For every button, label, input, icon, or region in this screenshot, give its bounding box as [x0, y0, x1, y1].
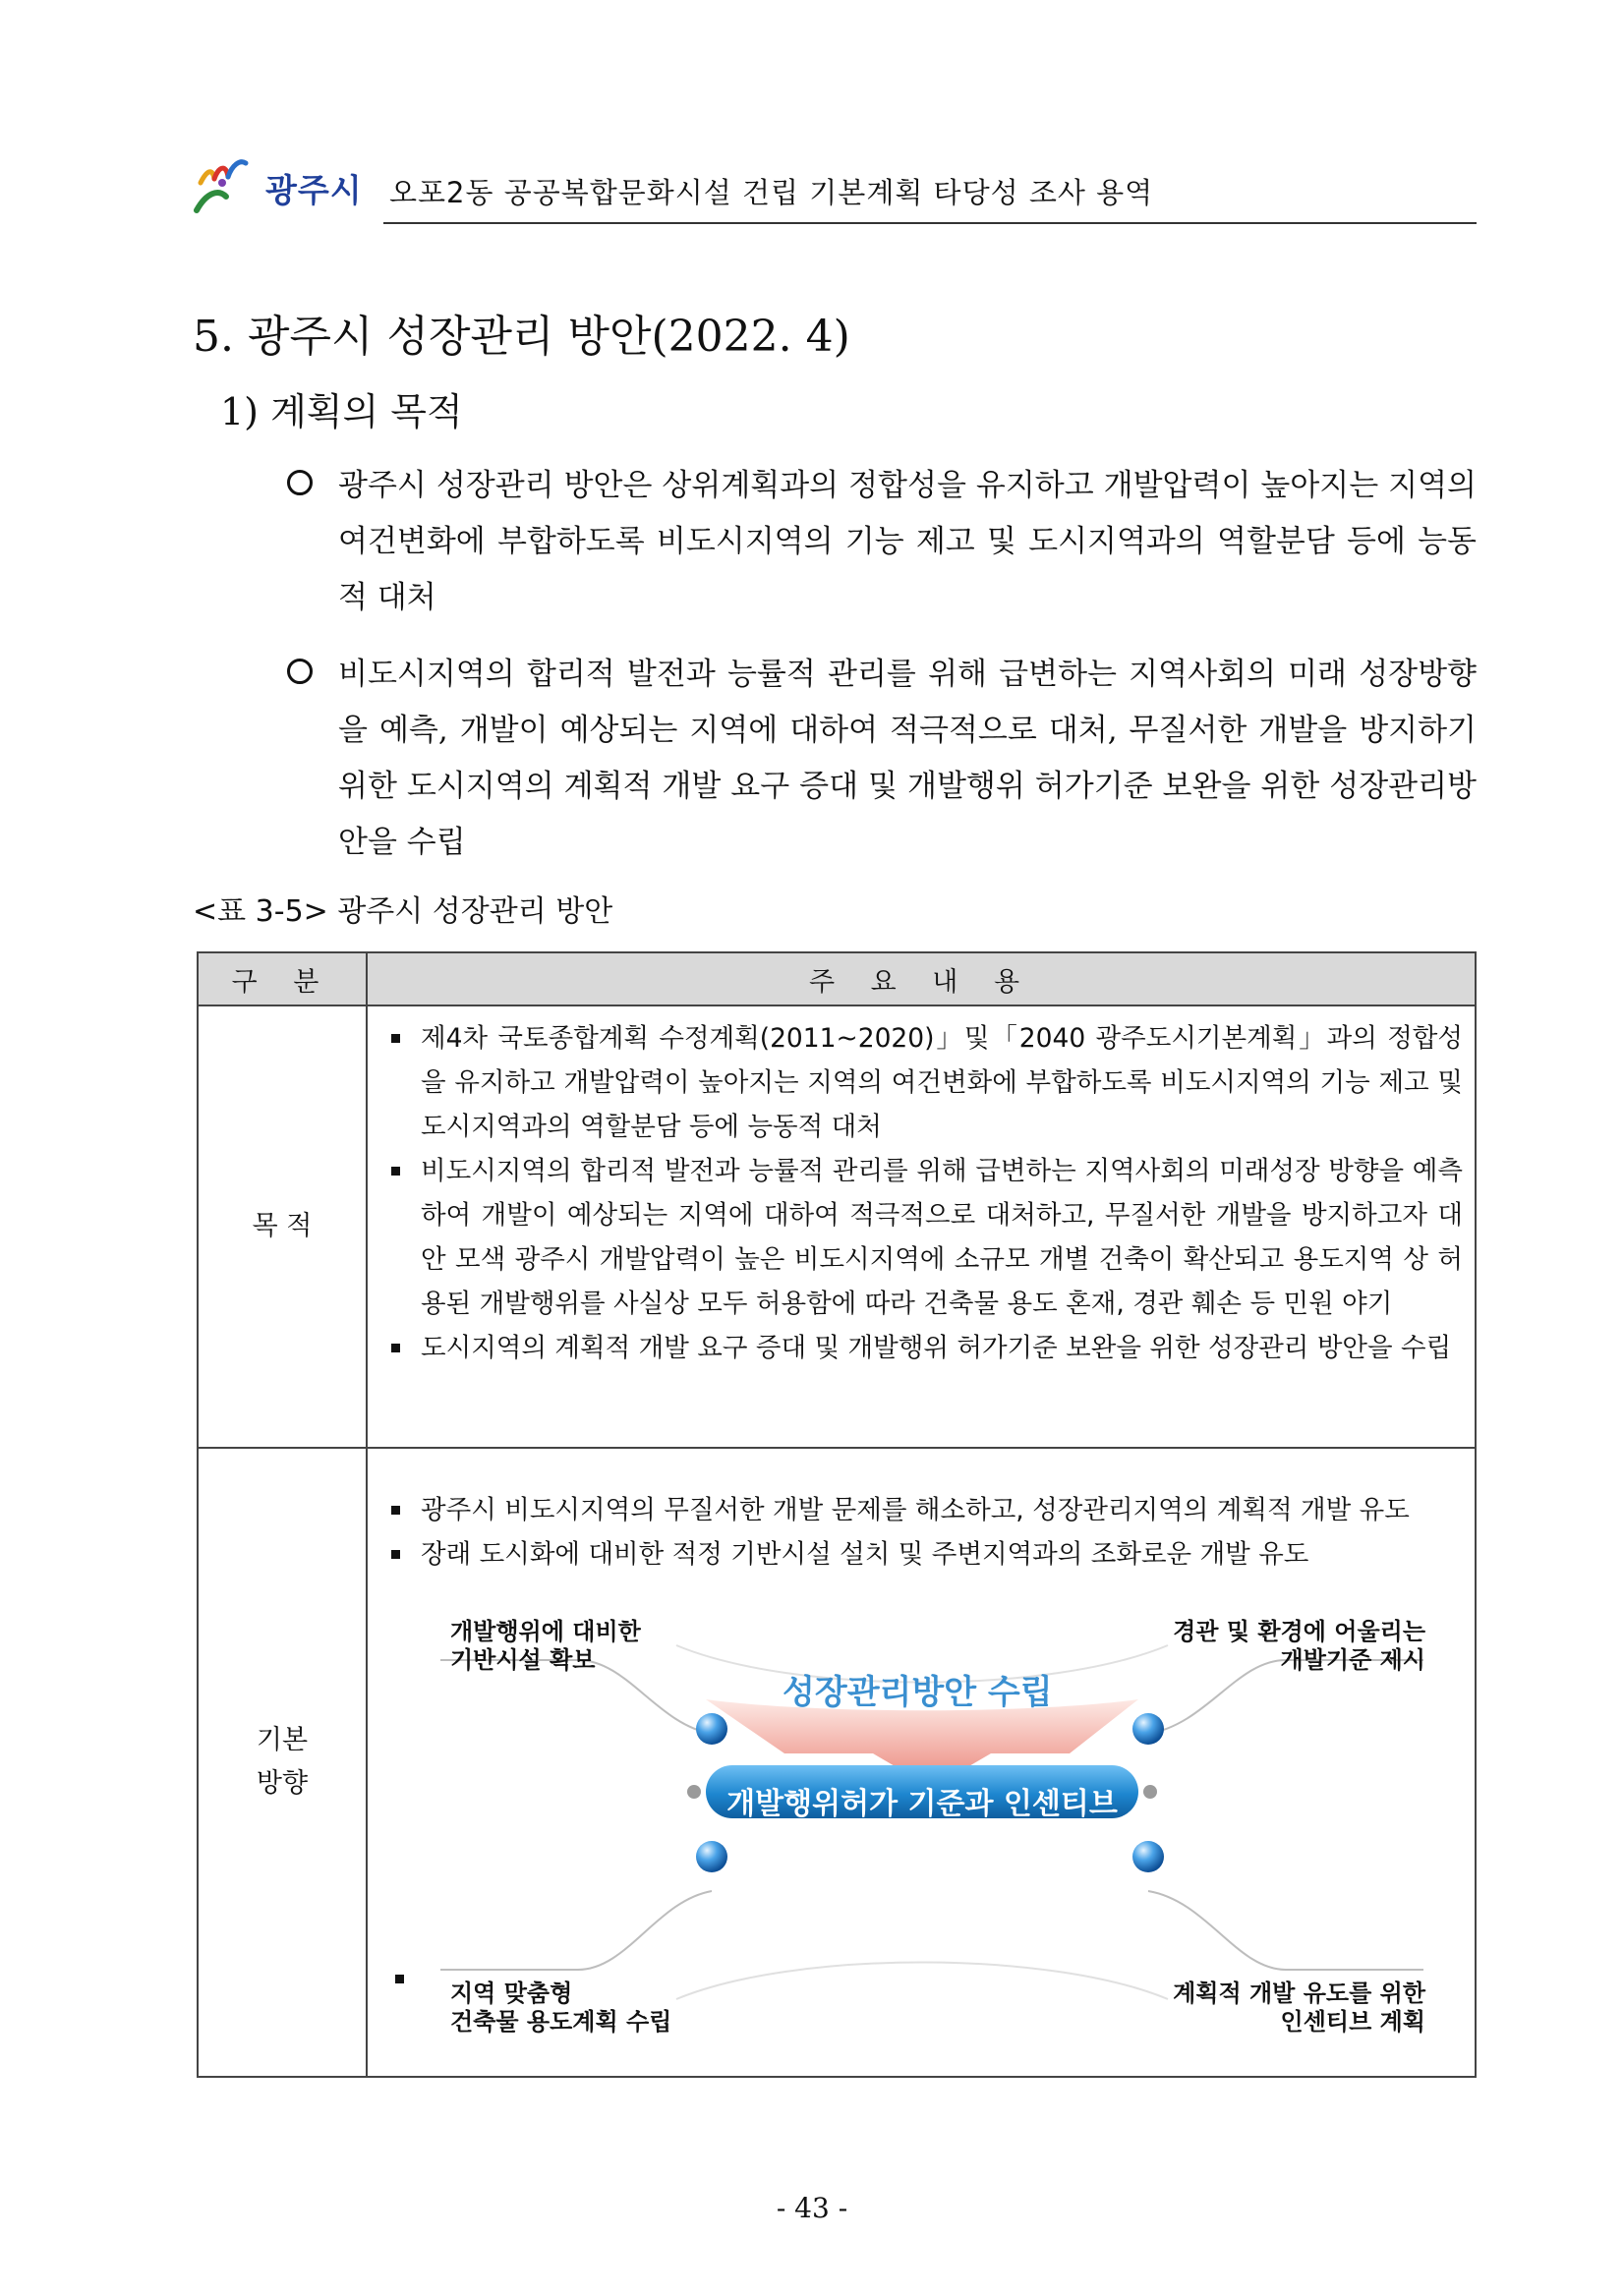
orb-icon	[696, 1713, 727, 1745]
header-category: 구 분	[198, 952, 367, 1005]
section-heading: 5. 광주시 성장관리 방안(2022. 4)	[193, 312, 850, 362]
paragraph-bullet	[287, 647, 1477, 871]
list-item: 제4차 국토종합계획 수정계획(2011~2020)」및「2040 광주도시기본계획」과의 정합성을 유지하고 개발압력이 높아지는 지역의 여건변화에 부합하도록 비도시지역의 기능 제고 및 도시지역과의 역할분담 등에 능동적 대처	[381, 1016, 1463, 1149]
table-row	[198, 1448, 1476, 2077]
growth-management-table	[197, 951, 1477, 2078]
diagram-label-bottom-left: 지역 맞춤형 건축물 용도계획 수립	[450, 1980, 672, 2036]
page-number: - 43 -	[776, 2192, 848, 2224]
row-category-line: 방향	[256, 1768, 309, 1799]
square-bullet-icon	[395, 1975, 404, 1983]
circle-bullet-icon	[287, 659, 313, 684]
diagram-center-label: 개발행위허가 기준과 인센티브 조화	[726, 1787, 1118, 1865]
paragraph-text: 광주시 성장관리 방안은 상위계획과의 정합성을 유지하고 개발압력이 높아지는 지역의 여건변화에 부합하도록 비도시지역의 기능 제고 및 도시지역과의 역할분담 등에 능동적 대처	[338, 468, 1477, 615]
table-caption: <표 3-5> 광주시 성장관리 방안	[193, 894, 613, 929]
diagram-label-bottom-right: 계획적 개발 유도를 위한 인센티브 계획	[1173, 1980, 1425, 2036]
logo-text: 광주시	[265, 171, 363, 209]
orb-icon	[1132, 1713, 1164, 1745]
table-row	[198, 1005, 1476, 1448]
table-header-row	[198, 952, 1476, 1005]
diagram-label-top-right: 경관 및 환경에 어울리는 개발기준 제시	[1173, 1618, 1425, 1674]
list-item: 도시지역의 계획적 개발 요구 증대 및 개발행위 허가기준 보완을 위한 성장관리 방안을 수립	[381, 1326, 1463, 1370]
document-title: 오포2동 공공복합문화시설 건립 기본계획 타당성 조사 용역	[389, 176, 1154, 209]
list-item: 광주시 비도시지역의 무질서한 개발 문제를 해소하고, 성장관리지역의 계획적 개발 유도	[381, 1488, 1463, 1532]
row-category-line: 기본	[256, 1725, 309, 1755]
row-category: 목 적	[198, 1005, 367, 1448]
list-item: 장래 도시화에 대비한 적정 기반시설 설치 및 주변지역과의 조화로운 개발 유도	[381, 1532, 1463, 1577]
diagram-label-top-left: 개발행위에 대비한 기반시설 확보	[450, 1618, 641, 1674]
page-header	[193, 147, 1477, 226]
paragraph-text: 비도시지역의 합리적 발전과 능률적 관리를 위해 급변하는 지역사회의 미래 성장방향을 예측, 개발이 예상되는 지역에 대하여 적극적으로 대처, 무질서한 개발을 방지하기 위한 도시지역의 계획적 개발 요구 증대 및 개발행위 허가기준 보완을 위한 성장관리방안을 수립	[338, 657, 1477, 860]
subsection-heading: 1) 계획의 목적	[220, 390, 463, 433]
diagram-title: 성장관리방안 수립	[783, 1673, 1053, 1712]
gwangju-logo-icon	[193, 153, 250, 216]
connector-line	[1148, 1891, 1423, 1970]
connector-line	[440, 1891, 712, 1970]
growth-strategy-diagram	[381, 1606, 1465, 2038]
row-content	[367, 1448, 1476, 2077]
row-category	[198, 1448, 367, 2077]
paragraph-bullet	[287, 458, 1477, 626]
row-content	[367, 1005, 1476, 1448]
header-content: 주 요 내 용	[367, 952, 1476, 1005]
header-divider	[383, 222, 1477, 224]
orb-icon	[1132, 1841, 1164, 1872]
list-item: 비도시지역의 합리적 발전과 능률적 관리를 위해 급변하는 지역사회의 미래성장 방향을 예측하여 개발이 예상되는 지역에 대하여 적극적으로 대처하고, 무질서한 개발을 방지하고자 대안 모색 광주시 개발압력이 높은 비도시지역에 소규모 개별 건축이 확산되고 용도지역 상 허용된 개발행위를 사실상 모두 허용함에 따라 건축물 용도 혼재, 경관 훼손 등 민원 야기	[381, 1149, 1463, 1326]
circle-bullet-icon	[287, 470, 313, 495]
